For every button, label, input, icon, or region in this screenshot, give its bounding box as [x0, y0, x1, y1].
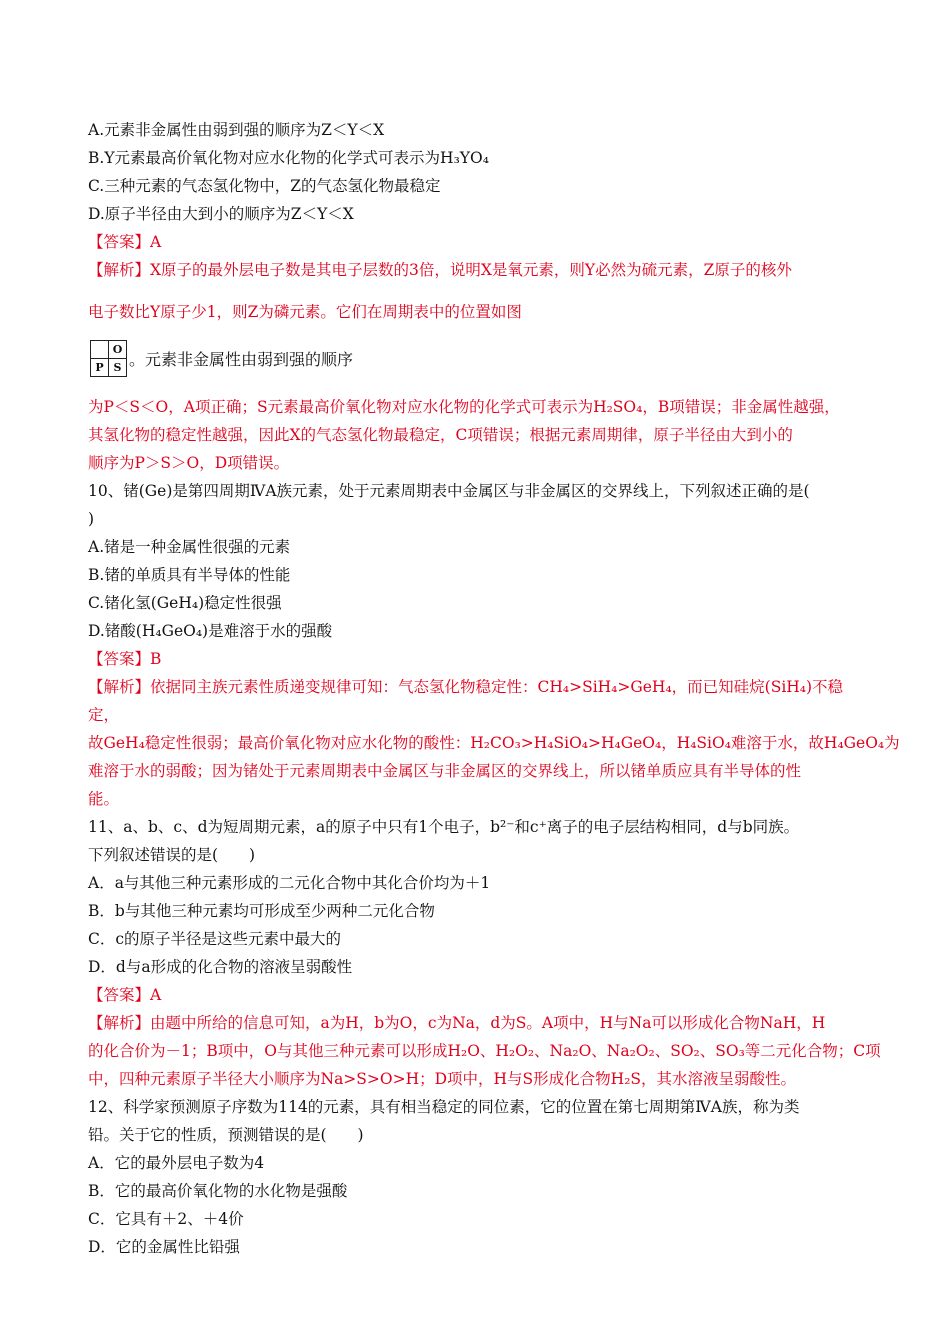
q10-stem-line-1: 10、锗(Ge)是第四周期ⅣA族元素，处于元素周期表中金属区与非金属区的交界线上，下列叙述正确的是(: [88, 482, 810, 500]
q11-option-a: A．a与其他三种元素形成的二元化合物中其化合价均为＋1: [88, 874, 491, 892]
q11-option-d: D．d与a形成的化合物的溶液呈弱酸性: [88, 958, 353, 976]
q9-option-c: C.三种元素的气态氢化物中，Z的气态氢化物最稳定: [88, 177, 441, 195]
q10-option-d: D.锗酸(H₄GeO₄)是难溶于水的强酸: [88, 622, 333, 640]
q12-option-c: C．它具有＋2、＋4价: [88, 1210, 244, 1228]
q9-analysis-line-1: 【解析】X原子的最外层电子数是其电子层数的3倍，说明X是氧元素，则Y必然为硫元素，Z原子的核外: [88, 261, 792, 279]
q11-option-b: B．b与其他三种元素均可形成至少两种二元化合物: [88, 902, 435, 920]
q12-option-a: A．它的最外层电子数为4: [88, 1154, 265, 1172]
q10-analysis-line-5: 能。: [88, 790, 120, 808]
q9-option-a: A.元素非金属性由弱到强的顺序为Z＜Y＜X: [88, 121, 385, 139]
q9-analysis-line-3: 为P＜S＜O，A项正确；S元素最高价氧化物对应水化物的化学式可表示为H₂SO₄，B项错误；非金属性越强，: [88, 398, 840, 416]
q10-option-c: C.锗化氢(GeH₄)稳定性很强: [88, 594, 282, 612]
q10-option-a: A.锗是一种金属性很强的元素: [88, 538, 291, 556]
periodic-cell-sulfur: S: [109, 359, 127, 377]
q9-analysis-line-2-tail: 。元素非金属性由弱到强的顺序: [129, 350, 354, 369]
q9-option-b: B.Y元素最高价氧化物对应水化物的化学式可表示为H₃YO₄: [88, 149, 489, 167]
document-content: [88, 116, 900, 1261]
q12-option-d: D．它的金属性比铅强: [88, 1238, 240, 1256]
q11-stem-line-1: 11、a、b、c、d为短周期元素，a的原子中只有1个电子，b²⁻和c⁺离子的电子层结构相同，d与b同族。: [88, 818, 800, 836]
q10-analysis-line-2: 定，: [88, 706, 120, 724]
periodic-cell-phosphorus: P: [91, 359, 109, 377]
q9-answer: 【答案】A: [88, 233, 162, 251]
q12-stem-line-1: 12、科学家预测原子序数为114的元素，具有相当稳定的同位素，它的位置在第七周期第ⅣA族，称为类: [88, 1098, 800, 1116]
q11-analysis-line-1: 【解析】由题中所给的信息可知，a为H，b为O，c为Na，d为S。A项中，H与Na可以形成化合物NaH，H: [88, 1014, 826, 1032]
q10-option-b: B.锗的单质具有半导体的性能: [88, 566, 291, 584]
q12-stem-line-2: 铅。关于它的性质，预测错误的是( ): [88, 1126, 364, 1144]
q12-option-b: B．它的最高价氧化物的水化物是强酸: [88, 1182, 348, 1200]
periodic-cell-top-left: [91, 341, 109, 359]
q9-analysis-line-2-text: 电子数比Y原子少1，则Z为磷元素。它们在周期表中的位置如图: [88, 303, 522, 321]
q11-analysis-line-3: 中，四种元素原子半径大小顺序为Na>S>O>H；D项中，H与S形成化合物H₂S，其水溶液呈弱酸性。: [88, 1070, 797, 1088]
q9-analysis-line-4: 其氢化物的稳定性越强，因此X的气态氢化物最稳定，C项错误；根据元素周期律，原子半径由大到小的: [88, 426, 793, 444]
q10-analysis-line-4: 难溶于水的弱酸；因为锗处于元素周期表中金属区与非金属区的交界线上，所以锗单质应具有半导体的性: [88, 762, 802, 780]
q10-analysis-line-3: 故GeH₄稳定性很弱；最高价氧化物对应水化物的酸性：H₂CO₃>H₄SiO₄>H₄GeO₄，H₄SiO₄难溶于水，故H₄GeO₄为: [88, 734, 900, 752]
q9-analysis-line-5: 顺序为P＞S＞O，D项错误。: [88, 454, 290, 472]
periodic-cell-oxygen: O: [109, 341, 127, 359]
q10-analysis-line-1: 【解析】依据同主族元素性质递变规律可知：气态氢化物稳定性：CH₄>SiH₄>GeH₄，而已知硅烷(SiH₄)不稳: [88, 678, 844, 696]
q11-stem-line-2: 下列叙述错误的是( ): [88, 846, 256, 864]
q9-analysis-line-2: [88, 284, 878, 340]
q10-stem-line-2: ): [88, 510, 95, 528]
q10-answer: 【答案】B: [88, 650, 162, 668]
q11-option-c: C．c的原子半径是这些元素中最大的: [88, 930, 342, 948]
q11-analysis-line-2: 的化合价为－1；B项中，O与其他三种元素可以形成H₂O、H₂O₂、Na₂O、Na₂O₂、SO₂、SO₃等二元化合物；C项: [88, 1042, 881, 1060]
q11-answer: 【答案】A: [88, 986, 162, 1004]
periodic-table-figure: [90, 340, 127, 377]
q9-option-d: D.原子半径由大到小的顺序为Z＜Y＜X: [88, 205, 354, 223]
